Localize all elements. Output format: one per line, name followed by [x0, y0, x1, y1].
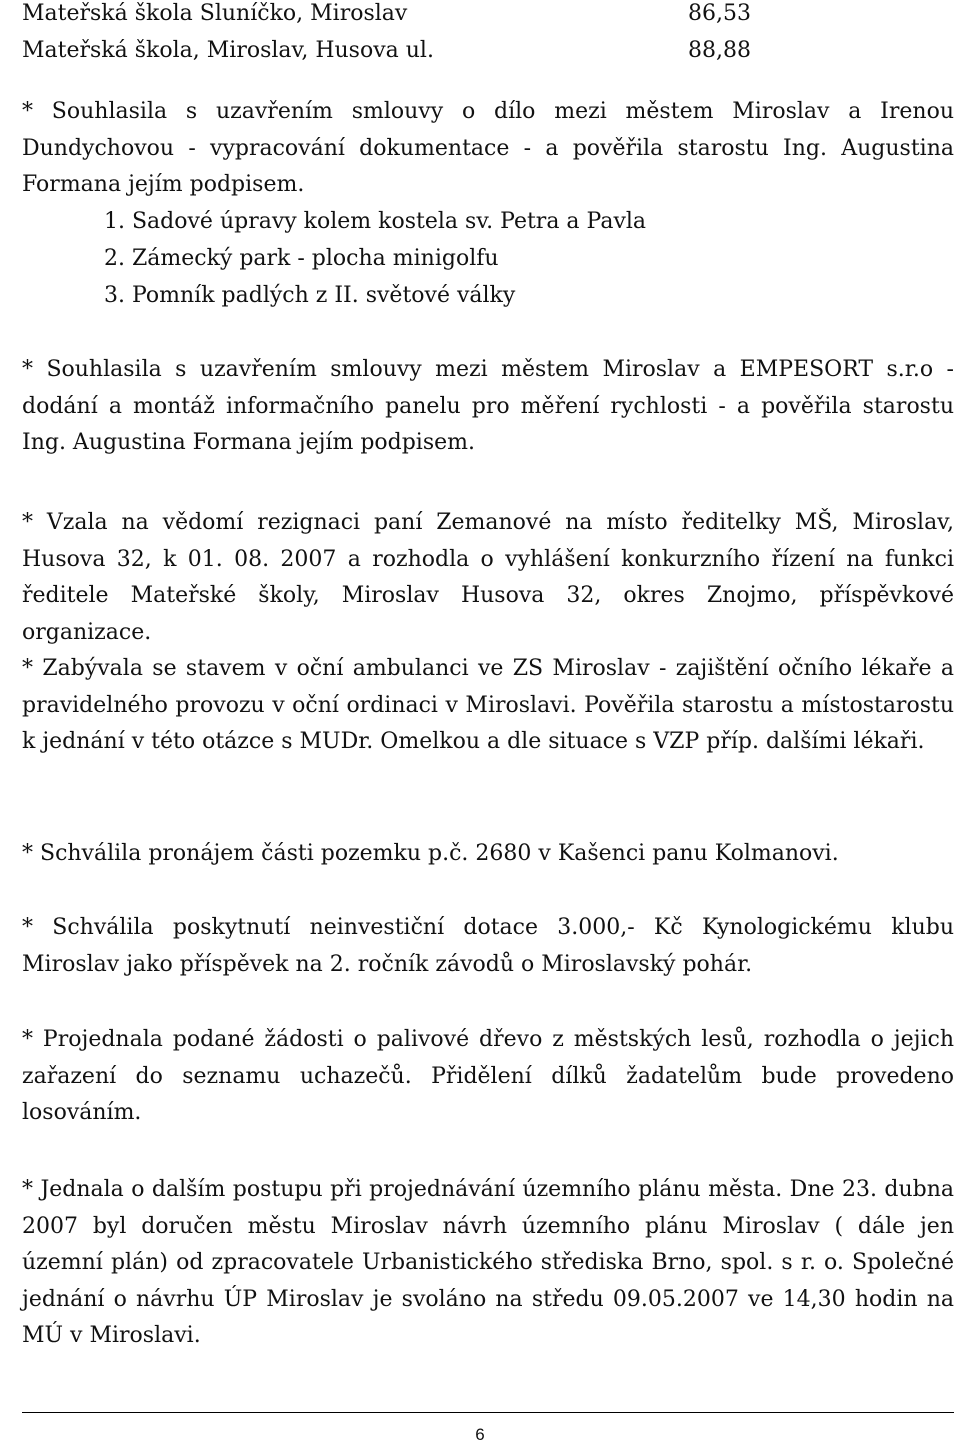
- school-name: Mateřská škola, Miroslav, Husova ul.: [22, 38, 434, 63]
- resolution-paragraph: * Souhlasila s uzavřením smlouvy o dílo mezi městem Miroslav a Irenou Dundychovou - vypracování dokumentace - a pověřila starostu Ing. Augustina Formana jejím podpisem.: [22, 99, 954, 197]
- score-row: [0, 0, 960, 33]
- resolution-paragraph: * Jednala o dalším postupu při projednávání územního plánu města. Dne 23. dubna 2007 byl doručen městu Miroslav návrh územního plánu Miroslav ( dále jen územní plán) od zpracovatele Urbanistického střediska Brno, spol. s r. o. Společné jednání o návrhu ÚP Miroslav je svoláno na středu 09.05.2007 ve 14,30 hodin na MÚ v Miroslavi.: [22, 1177, 954, 1348]
- numbered-list-item: 1. Sadové úpravy kolem kostela sv. Petra a Pavla: [104, 209, 647, 234]
- resolution-paragraph: * Projednala podané žádosti o palivové dřevo z městských lesů, rozhodla o jejich zařazení do seznamu uchazečů. Přidělení dílků žadatelům bude provedeno losováním.: [22, 1027, 954, 1125]
- resolution-paragraph: * Vzala na vědomí rezignaci paní Zemanové na místo ředitelky MŠ, Miroslav, Husova 32, k 01. 08. 2007 a rozhodla o vyhlášení konkurzního řízení na funkci ředitele Mateřské školy, Miroslav Husova 32, okres Znojmo, příspěvkové organizace.: [22, 510, 954, 645]
- numbered-list-item: 3. Pomník padlých z II. světové války: [104, 283, 516, 308]
- numbered-list-item: 2. Zámecký park - plocha minigolfu: [104, 246, 499, 271]
- score-row: [0, 33, 960, 70]
- resolution-paragraph: * Souhlasila s uzavřením smlouvy mezi městem Miroslav a EMPESORT s.r.o - dodání a montáž informačního panelu pro měření rychlosti - a pověřila starostu Ing. Augustina Formana jejím podpisem.: [22, 357, 954, 455]
- page-number: 6: [475, 1425, 485, 1444]
- school-name: Mateřská škola Sluníčko, Miroslav: [22, 1, 408, 26]
- resolution-paragraph: * Schválila poskytnutí neinvestiční dotace 3.000,- Kč Kynologickému klubu Miroslav jako příspěvek na 2. ročník závodů o Miroslavský pohár.: [22, 915, 954, 977]
- resolution-paragraph: * Zabývala se stavem v oční ambulanci ve ZS Miroslav - zajištění očního lékaře a pravidelného provozu v oční ordinaci v Miroslavi. Pověřila starostu a místostarostu k jednání v této otázce s MUDr. Omelkou a dle situace s VZP příp. dalšími lékaři.: [22, 656, 954, 754]
- score-value: 86,53: [688, 1, 751, 26]
- resolution-paragraph: * Schválila pronájem části pozemku p.č. 2680 v Kašenci panu Kolmanovi.: [22, 841, 839, 866]
- score-value: 88,88: [688, 38, 751, 63]
- footer-divider: [22, 1412, 954, 1413]
